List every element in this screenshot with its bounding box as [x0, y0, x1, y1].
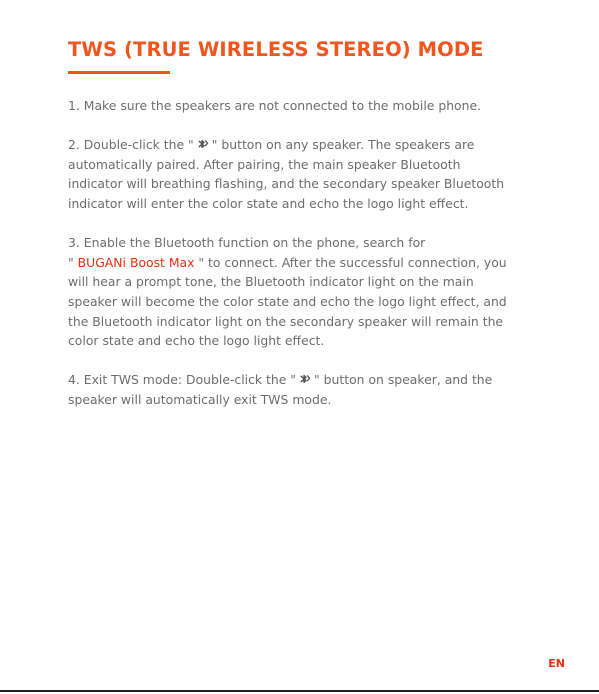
step-3-line-3: will hear a prompt tone, the Bluetooth indicator light on the main [68, 274, 474, 290]
step-2-line-2: automatically paired. After pairing, the main speaker Bluetooth [68, 156, 461, 172]
step-1 [68, 96, 538, 116]
step-4-text-b: " button on speaker, and the [314, 372, 493, 388]
language-label: EN [548, 657, 565, 670]
step-3-line-4: speaker will become the color state and echo the logo light effect, and [68, 293, 507, 309]
title-underline [68, 71, 170, 74]
step-4-text-a: 4. Exit TWS mode: Double-click the " [68, 372, 297, 388]
step-2-text-a: 2. Double-click the " [68, 137, 194, 153]
step-2-text-b: " button on any speaker. The speakers are [211, 137, 475, 153]
step-2-line-4: indicator will enter the color state and echo the logo light effect. [68, 195, 469, 211]
step-2 [68, 135, 538, 213]
step-3-quote-open: " [68, 254, 78, 270]
step-4 [68, 370, 538, 409]
instructions [68, 96, 538, 429]
step-3-text-b: " to connect. After the successful connection, you [194, 254, 507, 270]
step-2-line-3: indicator will breathing flashing, and the secondary speaker Bluetooth [68, 176, 505, 192]
step-3-line-2 [68, 253, 538, 273]
step-3-line-1: 3. Enable the Bluetooth function on the phone, search for [68, 235, 426, 251]
page-title: TWS (TRUE WIRELESS STEREO) MODE [68, 38, 484, 61]
step-4-line-2: speaker will automatically exit TWS mode. [68, 391, 332, 407]
step-2-line-1 [68, 135, 538, 155]
device-name: BUGANi Boost Max [77, 254, 195, 270]
step-1-line-1: 1. Make sure the speakers are not connected to the mobile phone. [68, 98, 482, 113]
step-3-line-5: the Bluetooth indicator light on the secondary speaker will remain the [68, 313, 504, 329]
bluetooth-tws-icon [196, 137, 210, 151]
step-4-line-1 [68, 370, 538, 390]
step-3-line-6: color state and echo the logo light effect. [68, 333, 325, 349]
bottom-border [0, 690, 599, 692]
step-3 [68, 233, 538, 351]
bluetooth-tws-icon [298, 372, 312, 386]
